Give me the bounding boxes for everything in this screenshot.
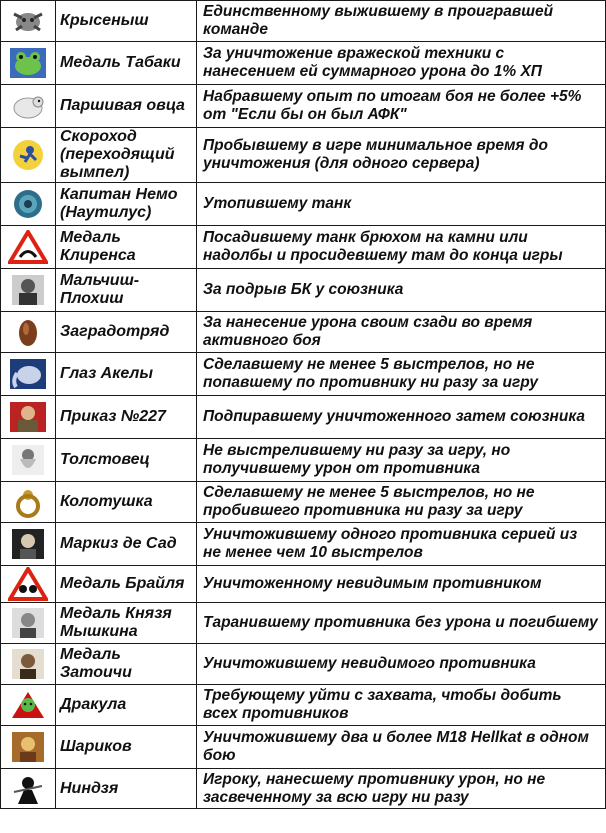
medal-row bbox=[1, 353, 606, 396]
boy-portrait-icon bbox=[6, 273, 50, 307]
medal-name: Приказ №227 bbox=[56, 396, 197, 439]
medal-name: Медаль Табаки bbox=[56, 42, 197, 85]
medal-description: Пробывшему в игре минимальное время до уничтожения (для одного сервера) bbox=[197, 128, 606, 183]
medal-row bbox=[1, 644, 606, 685]
medal-description: За подрыв БК у союзника bbox=[197, 269, 606, 312]
medal-name: Медаль Брайля bbox=[56, 566, 197, 603]
medal-description: Набравшему опыт по итогам боя не более +5% от "Если бы он был АФК" bbox=[197, 85, 606, 128]
zatoichi-portrait-icon bbox=[6, 647, 50, 681]
medal-icon-cell bbox=[1, 183, 56, 226]
medal-icon-cell bbox=[1, 482, 56, 523]
medal-row bbox=[1, 439, 606, 482]
medal-row bbox=[1, 523, 606, 566]
medal-description: Уничтожившему одного противника серией из не менее чем 10 выстрелов bbox=[197, 523, 606, 566]
medal-icon-cell bbox=[1, 128, 56, 183]
medal-row bbox=[1, 482, 606, 523]
runner-icon bbox=[6, 138, 50, 172]
medal-row bbox=[1, 183, 606, 226]
medal-description: За нанесение урона своим сзади во время активного боя bbox=[197, 312, 606, 353]
medal-icon-cell bbox=[1, 85, 56, 128]
marquis-portrait-icon bbox=[6, 527, 50, 561]
medal-name: Шариков bbox=[56, 726, 197, 769]
warning-sign-icon bbox=[6, 230, 50, 264]
medal-description: Уничтоженному невидимым противником bbox=[197, 566, 606, 603]
glasses-warning-icon bbox=[6, 567, 50, 601]
medal-icon-cell bbox=[1, 353, 56, 396]
medal-icon-cell bbox=[1, 769, 56, 809]
medal-icon-cell bbox=[1, 226, 56, 269]
medal-name: Колотушка bbox=[56, 482, 197, 523]
medal-row bbox=[1, 685, 606, 726]
medal-name: Глаз Акелы bbox=[56, 353, 197, 396]
medal-description: Уничтожившему невидимого противника bbox=[197, 644, 606, 685]
medal-name: Толстовец bbox=[56, 439, 197, 482]
medal-row bbox=[1, 269, 606, 312]
medal-name: Медаль Затоичи bbox=[56, 644, 197, 685]
dracula-icon bbox=[6, 688, 50, 722]
medal-icon-cell bbox=[1, 726, 56, 769]
medal-description: Сделавшему не менее 5 выстрелов, но не пробившего противника ни разу за игру bbox=[197, 482, 606, 523]
medal-row bbox=[1, 726, 606, 769]
medal-icon-cell bbox=[1, 312, 56, 353]
medal-name: Крысеныш bbox=[56, 1, 197, 42]
medal-name: Паршивая овца bbox=[56, 85, 197, 128]
myshkin-portrait-icon bbox=[6, 606, 50, 640]
medal-description: Требующему уйти с захвата, чтобы добить всех противников bbox=[197, 685, 606, 726]
medal-row bbox=[1, 396, 606, 439]
medal-name: Медаль Князя Мышкина bbox=[56, 603, 197, 644]
scorpion-icon bbox=[6, 4, 50, 38]
medal-icon-cell bbox=[1, 396, 56, 439]
medal-icon-cell bbox=[1, 42, 56, 85]
medal-row bbox=[1, 226, 606, 269]
medal-row bbox=[1, 85, 606, 128]
medal-row bbox=[1, 128, 606, 183]
medal-description: Посадившему танк брюхом на камни или надолбы и просидевшему там до конца игры bbox=[197, 226, 606, 269]
medal-row bbox=[1, 312, 606, 353]
medal-icon-cell bbox=[1, 685, 56, 726]
nautilus-icon bbox=[6, 187, 50, 221]
medal-description: Единственному выжившему в проигравшей команде bbox=[197, 1, 606, 42]
medal-description: Не выстрелившему ни разу за игру, но получившему урон от противника bbox=[197, 439, 606, 482]
elephant-icon bbox=[6, 357, 50, 391]
ninja-icon bbox=[6, 772, 50, 806]
stalin-portrait-icon bbox=[6, 400, 50, 434]
medal-icon-cell bbox=[1, 644, 56, 685]
medal-description: Сделавшему не менее 5 выстрелов, но не попавшему по противнику ни разу за игру bbox=[197, 353, 606, 396]
door-knocker-icon bbox=[6, 485, 50, 519]
medal-icon-cell bbox=[1, 269, 56, 312]
medal-row bbox=[1, 42, 606, 85]
medal-name: Заградотряд bbox=[56, 312, 197, 353]
medal-description: Подпиравшему уничтоженного затем союзника bbox=[197, 396, 606, 439]
medal-name: Маркиз де Сад bbox=[56, 523, 197, 566]
sheep-icon bbox=[6, 89, 50, 123]
medal-icon-cell bbox=[1, 1, 56, 42]
medal-name: Медаль Клиренса bbox=[56, 226, 197, 269]
medal-icon-cell bbox=[1, 603, 56, 644]
medal-description: Уничтожившему два и более M18 Hellkat в одном бою bbox=[197, 726, 606, 769]
medal-name: Капитан Немо (Наутилус) bbox=[56, 183, 197, 226]
medal-row bbox=[1, 769, 606, 809]
medal-description: За уничтожение вражеской техники с нанесением ей суммарного урона до 1% ХП bbox=[197, 42, 606, 85]
medal-row bbox=[1, 1, 606, 42]
medal-name: Скороход (переходящий вымпел) bbox=[56, 128, 197, 183]
medal-icon-cell bbox=[1, 566, 56, 603]
medal-icon-cell bbox=[1, 439, 56, 482]
medals-table-body bbox=[1, 1, 606, 809]
medal-name: Дракула bbox=[56, 685, 197, 726]
tolstoy-portrait-icon bbox=[6, 443, 50, 477]
medal-icon-cell bbox=[1, 523, 56, 566]
sharikov-portrait-icon bbox=[6, 730, 50, 764]
medal-description: Игроку, нанесшему противнику урон, но не засвеченному за всю игру ни разу bbox=[197, 769, 606, 809]
medal-description: Таранившему противника без урона и погибшему bbox=[197, 603, 606, 644]
medal-row bbox=[1, 603, 606, 644]
frog-icon bbox=[6, 46, 50, 80]
medal-description: Утопившему танк bbox=[197, 183, 606, 226]
medal-row bbox=[1, 566, 606, 603]
seed-icon bbox=[6, 315, 50, 349]
medal-name: Ниндзя bbox=[56, 769, 197, 809]
medal-name: Мальчиш-Плохиш bbox=[56, 269, 197, 312]
